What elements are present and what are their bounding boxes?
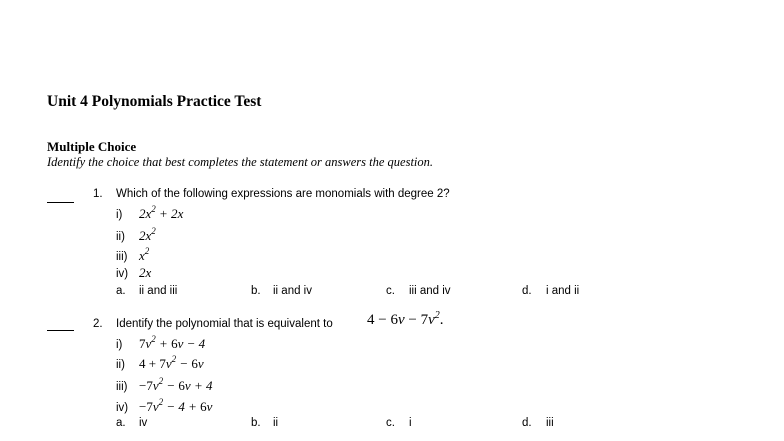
choice-text[interactable]: iii and iv [409, 285, 451, 297]
option-roman: ii) [116, 231, 125, 243]
option-expression: $2x^2 + 2x$ [139, 203, 184, 221]
option-expression: $-7v^2 - 4 + 6v$ [139, 396, 213, 414]
choice-letter: c. [386, 285, 395, 297]
option-roman: i) [116, 339, 123, 351]
option-roman: iv) [116, 402, 129, 414]
section-heading: Multiple Choice [47, 139, 137, 154]
choice-letter: b. [251, 417, 261, 429]
option-expression: $4 + 7v^2 - 6v$ [139, 353, 204, 371]
option-roman: iii) [116, 381, 128, 393]
choice-text[interactable]: ii [273, 417, 279, 429]
choice-letter: a. [116, 417, 126, 429]
question-number: 2. [93, 318, 103, 330]
choice-text[interactable]: iii [546, 417, 554, 429]
option-roman: ii) [116, 359, 125, 371]
answer-blank-q1[interactable] [47, 202, 74, 203]
choice-letter: d. [522, 417, 532, 429]
question-expression: $4 - 6v - 7v^2$. [367, 310, 444, 328]
option-expression: $-7v^2 - 6v + 4$ [139, 375, 213, 393]
option-roman: i) [116, 209, 123, 221]
choice-letter: a. [116, 285, 126, 297]
option-expression: $2x^2$ [139, 225, 156, 243]
question-text: Which of the following expressions are monomials with degree 2? [116, 188, 450, 200]
choice-text[interactable]: ii and iv [273, 285, 312, 297]
option-expression: 2x [139, 265, 152, 280]
choice-text[interactable]: iv [139, 417, 148, 429]
question-number: 1. [93, 188, 103, 200]
answer-blank-q2[interactable] [47, 330, 74, 331]
question-text: Identify the polynomial that is equivalent to [116, 318, 333, 330]
instructions-text: Identify the choice that best completes the statement or answers the question. [47, 155, 434, 169]
choice-text[interactable]: i and ii [546, 285, 580, 297]
choice-letter: d. [522, 285, 532, 297]
option-expression: $7v^2 + 6v - 4$ [139, 333, 206, 351]
choice-letter: c. [386, 417, 395, 429]
option-expression: $x^2$ [139, 245, 150, 263]
page-title: Unit 4 Polynomials Practice Test [47, 93, 262, 110]
choice-text[interactable]: ii and iii [139, 285, 178, 297]
option-roman: iii) [116, 251, 128, 263]
choice-text[interactable]: i [409, 417, 412, 429]
option-roman: iv) [116, 268, 129, 280]
choice-letter: b. [251, 285, 261, 297]
